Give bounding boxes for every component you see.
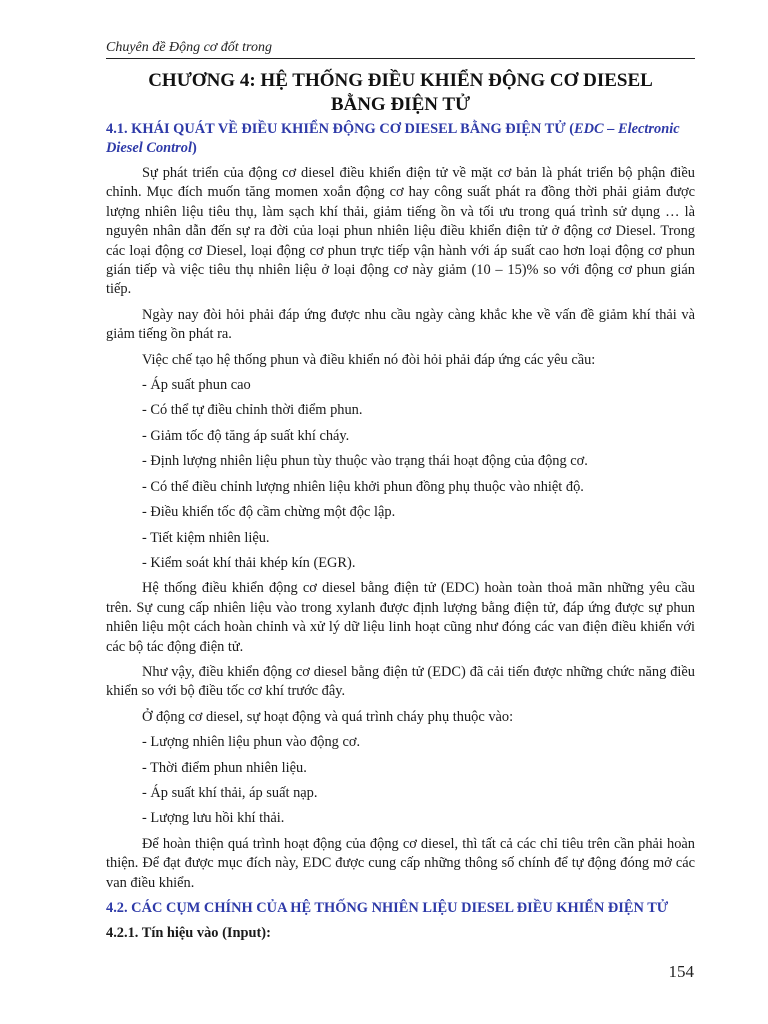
dependency-item: - Lượng nhiên liệu phun vào động cơ. (142, 734, 361, 751)
paragraph-6: Ở động cơ diesel, sự hoạt động và quá trình cháy phụ thuộc vào: (142, 708, 514, 725)
section-title-4-1 (106, 120, 695, 158)
paragraph-3: Việc chế tạo hệ thống phun và điều khiển nó đòi hỏi phải đáp ứng các yêu cầu: (142, 351, 596, 368)
section-title-italic: EDC – Electronic Diesel Control (106, 121, 680, 156)
dependency-item: - Lượng lưu hồi khí thải. (142, 810, 285, 827)
running-header: Chuyên đề Động cơ đốt trong (106, 40, 695, 59)
chapter-title (106, 69, 695, 117)
section-title-end: ) (191, 140, 197, 156)
dependency-item: - Thời điểm phun nhiên liệu. (142, 759, 307, 776)
section-title-text: 4.1. KHÁI QUÁT VỀ ĐIỀU KHIỂN ĐỘNG CƠ DIESEL BẰNG ĐIỆN TỬ ( (106, 121, 575, 137)
section-title-4-2: 4.2. CÁC CỤM CHÍNH CỦA HỆ THỐNG NHIÊN LIỆU DIESEL ĐIỀU KHIỂN ĐIỆN TỬ (106, 900, 669, 916)
requirement-item: - Giảm tốc độ tăng áp suất khí cháy. (142, 427, 350, 444)
requirement-item: - Có thể điều chỉnh lượng nhiên liệu khởi phun đồng phụ thuộc vào nhiệt độ. (142, 478, 584, 495)
requirement-item: - Áp suất phun cao (142, 377, 251, 394)
subsection-title-4-2-1: 4.2.1. Tín hiệu vào (Input): (106, 925, 271, 941)
page-body (106, 120, 695, 943)
dependency-item: - Áp suất khí thải, áp suất nạp. (142, 784, 318, 801)
paragraph-2: Ngày nay đòi hỏi phải đáp ứng được nhu cầu ngày càng khắc khe về vấn đề giảm khí thải và giảm tiếng ồn phát ra. (106, 306, 695, 343)
requirement-item: - Có thể tự điều chỉnh thời điểm phun. (142, 402, 363, 419)
paragraph-5: Như vậy, điều khiển động cơ diesel bằng điện tử (EDC) đã cải tiến được những chức năng điều khiển so với bộ điều tốc cơ khí trước đây. (106, 663, 695, 700)
page-number: 154 (668, 962, 694, 981)
requirement-item: - Tiết kiệm nhiên liệu. (142, 529, 270, 546)
requirement-item: - Định lượng nhiên liệu phun tùy thuộc vào trạng thái hoạt động của động cơ. (142, 453, 588, 470)
chapter-title-line-1: CHƯƠNG 4: HỆ THỐNG ĐIỀU KHIỂN ĐỘNG CƠ DIESEL (148, 70, 653, 91)
requirement-item: - Điều khiển tốc độ cầm chừng một độc lập. (142, 504, 396, 521)
chapter-title-line-2: BẰNG ĐIỆN TỬ (330, 94, 471, 115)
paragraph-4: Hệ thống điều khiển động cơ diesel bằng điện tử (EDC) hoàn toàn thoả mãn những yêu cầu trên. Sự cung cấp nhiên liệu vào trong xylanh được định lượng bằng điện tử, đáp ứng được sự phun nhiên liệu một cách hoàn chỉnh và xử lý dữ liệu linh hoạt cũng như đóng các van điện điều khiển với các bộ tác động điện tử. (106, 580, 695, 655)
paragraph-7: Để hoàn thiện quá trình hoạt động của động cơ diesel, thì tất cả các chỉ tiêu trên cần phải hoàn thiện. Để đạt được mục đích này, EDC được cung cấp những thông số chính để tự động đóng mở các van điều khiển. (106, 835, 695, 891)
paragraph-1: Sự phát triển của động cơ diesel điều khiển điện tử về mặt cơ bản là phát triển bộ phận điều chỉnh. Mục đích muốn tăng momen xoắn động cơ hay công suất phát ra đồng thời phải giảm được lượng nhiên liệu tiêu thụ, làm sạch khí thải, giảm tiếng ồn và tối ưu trong quá trình sử dụng … là nguyên nhân dẫn đến sự ra đời của loại phun nhiên liệu điều khiển điện tử ở động cơ Diesel. Trong các loại động cơ Diesel, loại động cơ phun trực tiếp vận hành với áp suất cao hơn loại động cơ phun gián tiếp và việc tiêu thụ nhiên liệu ở loại động cơ này giảm (10 – 15)% so với động cơ phun gián tiếp. (106, 165, 695, 298)
requirement-item: - Kiểm soát khí thải khép kín (EGR). (142, 554, 356, 571)
